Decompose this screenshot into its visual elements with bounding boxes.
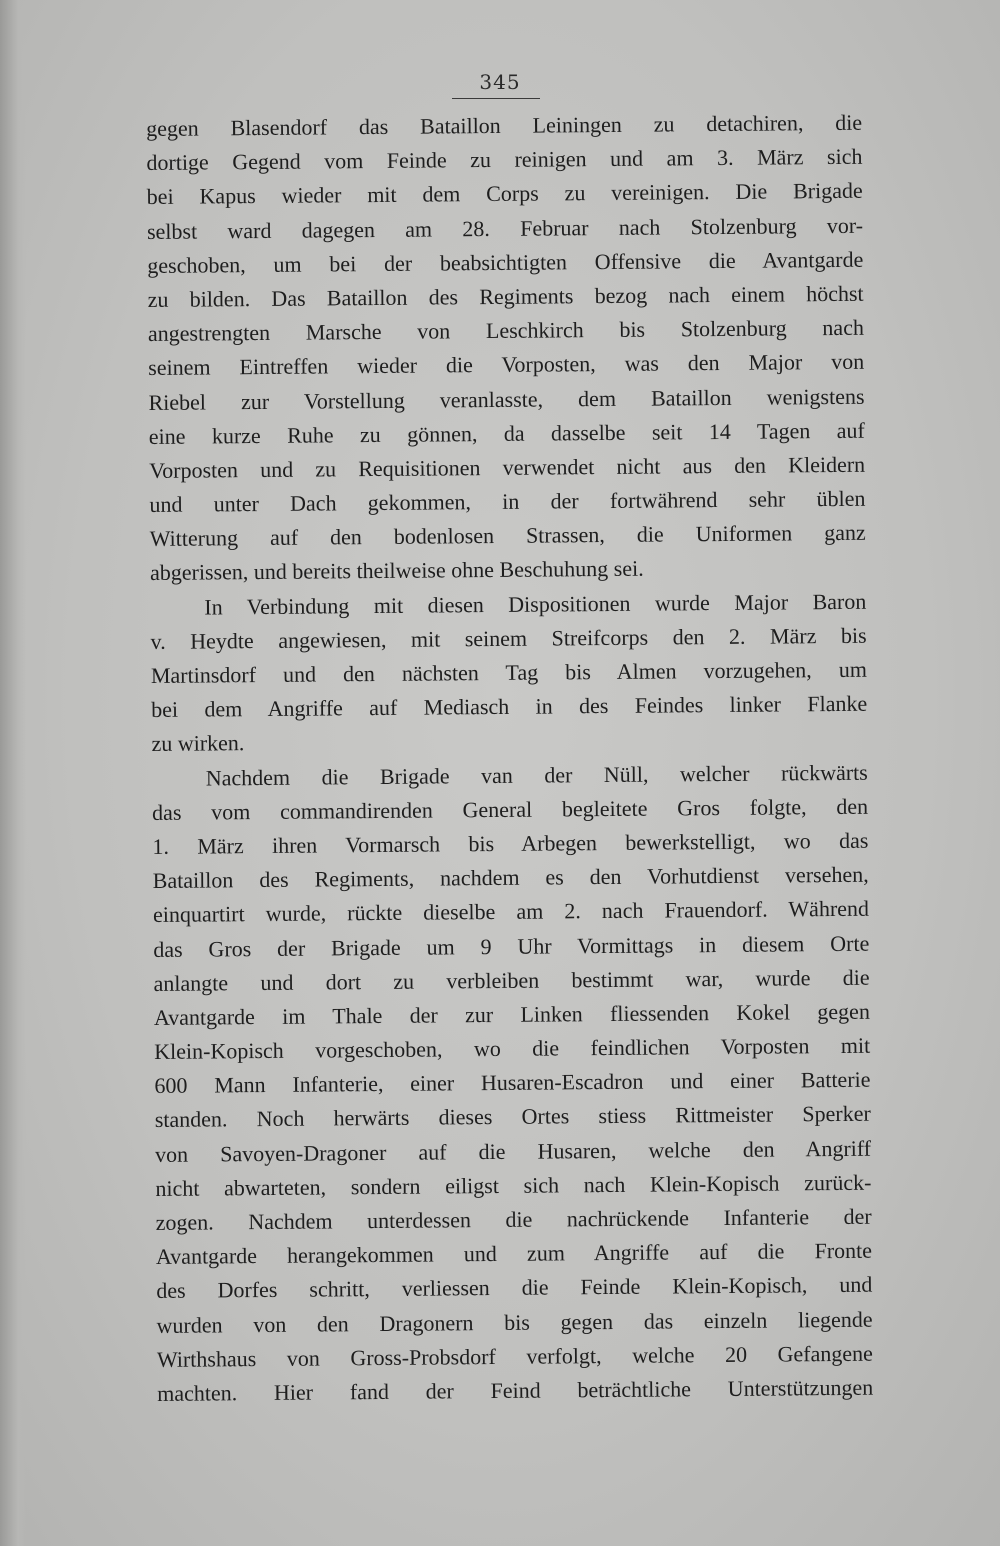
text-line: zu wirken. <box>151 730 245 757</box>
text-line: angestrengten Marsche von Leschkirch bis Stolzenburg nach <box>147 314 865 347</box>
text-line: von Savoyen-Dragoner auf die Husaren, welche den Angriff <box>154 1135 872 1167</box>
text-line: In Verbindung mit diesen Dispositionen wurde Major Baron <box>204 588 867 620</box>
text-line: 600 Mann Infanterie, einer Husaren-Escadron und einer Batterie <box>154 1066 871 1099</box>
text-line: abgerissen, und bereits theilweise ohne Beschuhung sei. <box>149 556 644 586</box>
text-line: bei dem Angriffe auf Mediasch in des Feindes linker Flanke <box>151 690 868 723</box>
text-line: seinem Eintreffen wieder die Vorposten, was den Major von <box>148 349 865 381</box>
text-line: bei Kapus wieder mit dem Corps zu vereinigen. Die Brigade <box>146 178 863 210</box>
text-line: Avantgarde im Thale der zur Linken fliessenden Kokel gegen <box>153 998 870 1030</box>
text-line: eine kurze Ruhe zu gönnen, da dasselbe seit 14 Tagen auf <box>148 417 865 449</box>
text-line: Klein-Kopisch vorgeschoben, wo die feindlichen Vorposten mit <box>154 1032 871 1065</box>
text-line: 1. März ihren Vormarsch bis Arbegen bewerkstelligt, wo das <box>152 827 869 859</box>
text-line: Nachdem die Brigade van der Nüll, welcher rückwärts <box>205 759 868 791</box>
text-line: v. Heydte angewiesen, mit seinem Streifcorps den 2. März bis <box>150 622 867 654</box>
text-line: selbst ward dagegen am 28. Februar nach Stolzenburg vor- <box>146 212 864 244</box>
text-line: standen. Noch herwärts dieses Ortes stiess Rittmeister Sperker <box>154 1101 871 1133</box>
text-line: zu bilden. Das Bataillon des Regiments bezog nach einem höchst <box>147 280 864 312</box>
text-line: gegen Blasendorf das Bataillon Leiningen zu detachiren, die <box>146 109 863 141</box>
text-line: dortige Gegend vom Feinde zu reinigen und am 3. März sich <box>146 143 863 176</box>
text-line: Martinsdorf und den nächsten Tag bis Almen vorzugehen, um <box>150 656 867 688</box>
text-line: und unter Dach gekommen, in der fortwährend sehr üblen <box>149 485 866 518</box>
text-line: das vom commandirenden General begleitete Gros folgte, den <box>152 793 869 825</box>
text-line: machten. Hier fand der Feind beträchtliche Unterstützungen <box>157 1374 874 1406</box>
body-text <box>146 106 873 1411</box>
text-line: geschoben, um bei der beabsichtigten Offensive die Avantgarde <box>147 246 864 278</box>
text-line: Riebel zur Vorstellung veranlasste, dem Bataillon wenigstens <box>148 383 865 415</box>
text-line: Vorposten und zu Requisitionen verwendet nicht aus den Kleidern <box>149 451 866 483</box>
text-line: Avantgarde herangekommen und zum Angriffe auf die Fronte <box>155 1237 873 1270</box>
text-line: Wirthshaus von Gross-Probsdorf verfolgt, welche 20 Gefangene <box>156 1340 873 1372</box>
text-line: des Dorfes schritt, verliessen die Feinde Klein-Kopisch, und <box>156 1272 873 1304</box>
text-line: anlangte und dort zu verbleiben bestimmt war, wurde die <box>153 964 870 996</box>
text-line: einquartirt wurde, rückte dieselbe am 2. nach Frauendorf. Während <box>152 896 870 928</box>
text-line: Bataillon des Regiments, nachdem es den Vorhutdienst versehen, <box>152 861 869 894</box>
page-number: 345 <box>479 70 521 94</box>
text-line: Witterung auf den bodenlosen Strassen, die Uniformen ganz <box>149 519 866 552</box>
text-line: das Gros der Brigade um 9 Uhr Vormittags in diesem Orte <box>153 930 870 962</box>
text-line: wurden von den Dragonern bis gegen das einzeln liegende <box>156 1306 873 1338</box>
binding-shadow <box>0 0 26 1546</box>
page-number-rule <box>452 98 540 99</box>
text-line: zogen. Nachdem unterdessen die nachrückende Infanterie der <box>155 1203 872 1235</box>
text-line: nicht abwarteten, sondern eiligst sich nach Klein-Kopisch zurück- <box>155 1169 872 1201</box>
